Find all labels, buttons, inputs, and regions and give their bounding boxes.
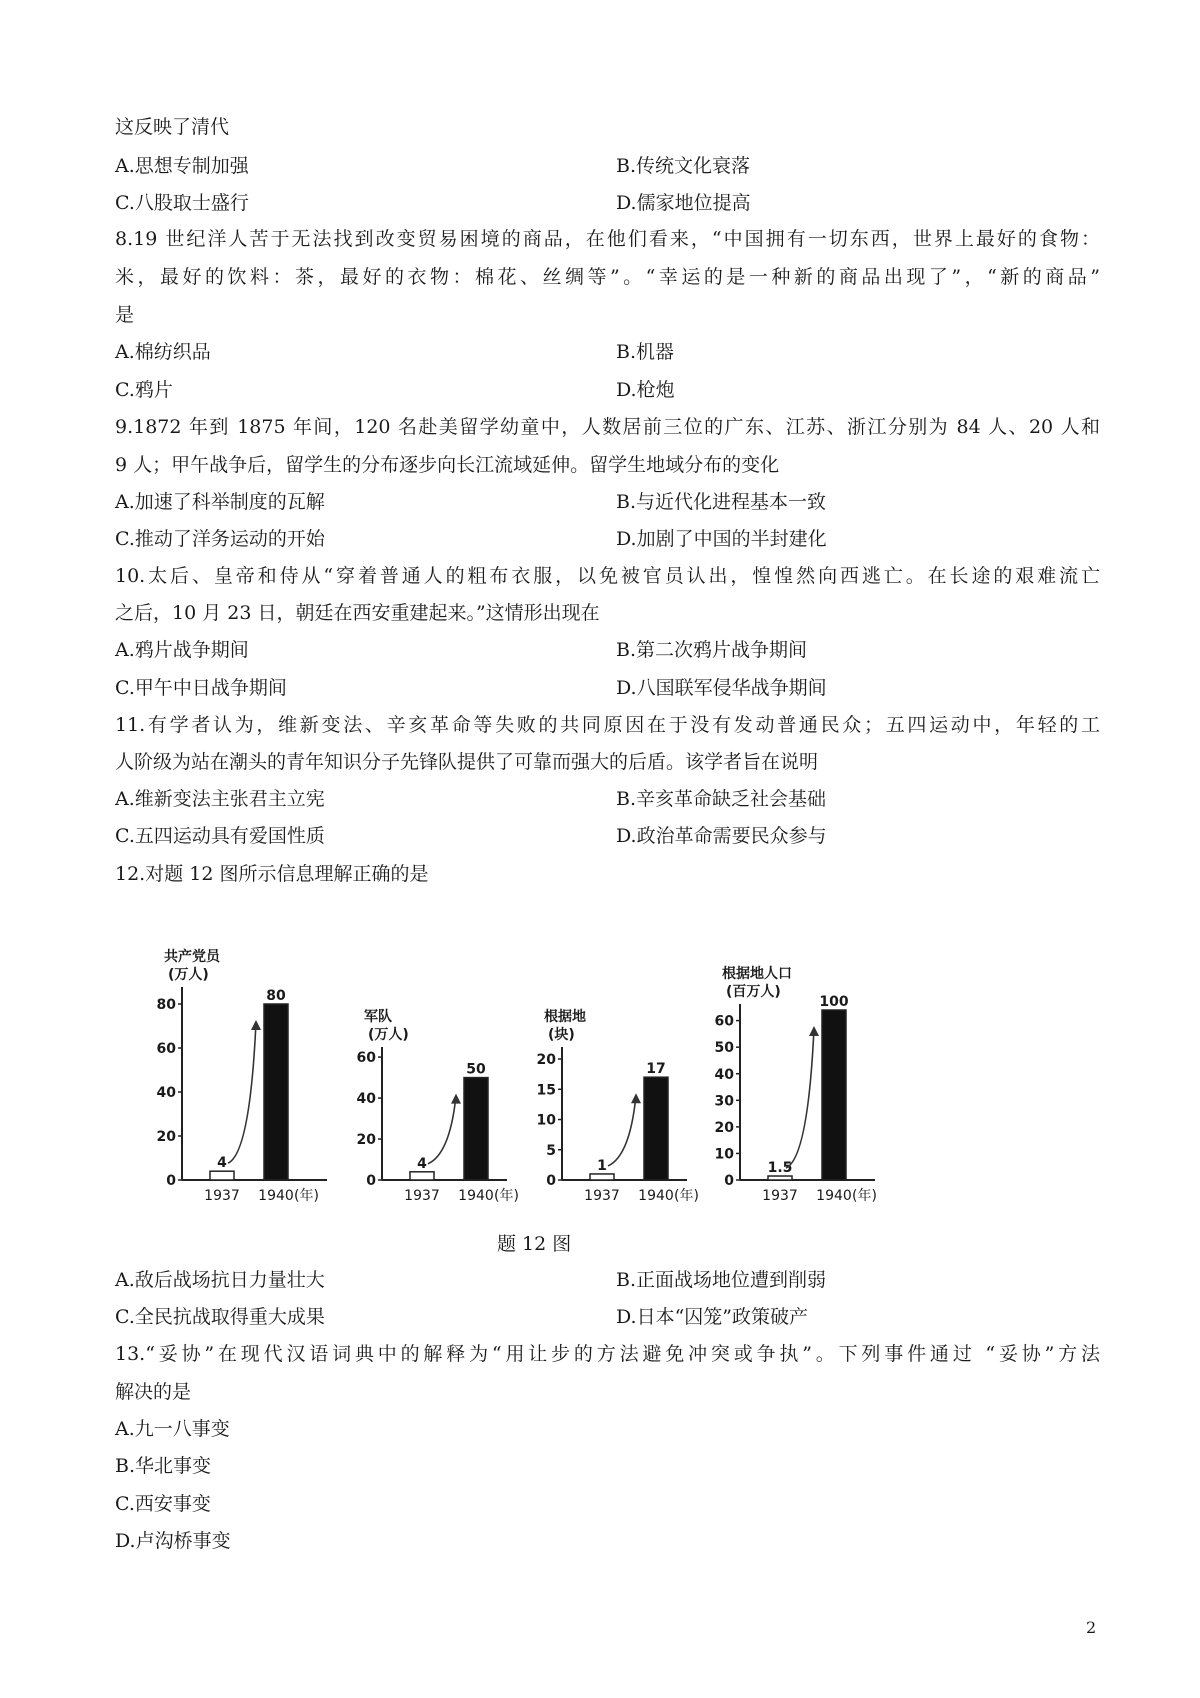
q11-option-b: B.辛亥革命缺乏社会基础 [616, 788, 827, 810]
chart-bar-1937 [210, 1171, 234, 1180]
q8-option-c: C.鸦片 [115, 379, 173, 401]
growth-arrow-icon [228, 1022, 256, 1163]
q9-stem-line2: 9 人；甲午战争后，留学生的分布逐步向长江流域延伸。留学生地域分布的变化 [115, 454, 780, 476]
q13-option-a: A.九一八事变 [115, 1418, 230, 1440]
q8-option-a: A.棉纺织品 [115, 341, 211, 363]
chart-x-tick-label: 1940 [258, 1188, 294, 1204]
q9-option-d: D.加剧了中国的半封建化 [616, 528, 827, 550]
chart-y-tick-label: 80 [156, 997, 176, 1013]
growth-arrow-icon [428, 1096, 456, 1164]
q13-option-c: C.西安事变 [115, 1493, 211, 1515]
bar-chart-1 [157, 948, 327, 1204]
chart-y-tick-label: 15 [536, 1082, 556, 1099]
q8-option-b: B.机器 [616, 341, 675, 363]
chart-x-unit: (年) [674, 1188, 699, 1204]
chart-x-tick-label: 1937 [204, 1188, 240, 1204]
chart-value-label: 50 [466, 1061, 486, 1078]
chart-y-tick-label: 40 [356, 1091, 376, 1108]
chart-value-label: 1 [597, 1157, 607, 1174]
chart-value-label: 4 [217, 1155, 227, 1172]
chart-y-tick-label: 0 [366, 1173, 376, 1189]
q9-stem-line1: 9.1872 年到 1875 年间，120 名赴美留学幼童中，人数居前三位的广东、江苏、浙江分别为 84 人、20 人和 [115, 416, 1100, 438]
bar-chart-4 [715, 965, 877, 1204]
q9-option-a: A.加速了科举制度的瓦解 [115, 491, 325, 513]
chart-x-unit: (年) [852, 1188, 877, 1204]
chart-y-tick-label: 60 [156, 1041, 176, 1057]
chart-bar-1937 [410, 1172, 434, 1180]
q10-option-d: D.八国联军侵华战争期间 [616, 677, 827, 699]
chart-y-tick-label: 20 [714, 1119, 734, 1136]
q7-option-b: B.传统文化衰落 [616, 155, 751, 177]
chart-y-tick-label: 40 [714, 1066, 734, 1083]
chart-y-tick-label: 60 [356, 1050, 376, 1067]
bar-chart-2 [357, 1009, 519, 1204]
q10-option-b: B.第二次鸦片战争期间 [616, 639, 808, 661]
chart-y-tick-label: 60 [714, 1013, 734, 1030]
chart-y-tick-label: 30 [714, 1093, 734, 1110]
chart-ylabel-line1: 军队 [364, 1009, 392, 1025]
chart-value-label: 17 [646, 1061, 666, 1078]
q11-stem-line2: 人阶级为站在潮头的青年知识分子先锋队提供了可靠而强大的后盾。该学者旨在说明 [115, 751, 819, 773]
arrowhead-icon [451, 1094, 461, 1104]
chart-y-tick-label: 20 [356, 1132, 376, 1149]
q12-option-c: C.全民抗战取得重大成果 [115, 1306, 325, 1328]
q8-stem-line2: 米，最好的饮料：茶，最好的衣物：棉花、丝绸等”。“幸运的是一种新的商品出现了”，“新的商品” [115, 266, 1100, 288]
q12-option-a: A.敌后战场抗日力量壮大 [115, 1269, 325, 1291]
q10-stem-line2: 之后，10 月 23 日，朝廷在西安重建起来。”这情形出现在 [115, 602, 600, 624]
q9-option-c: C.推动了洋务运动的开始 [115, 528, 325, 550]
q11-option-d: D.政治革命需要民众参与 [616, 825, 827, 847]
q7-option-d: D.儒家地位提高 [616, 192, 751, 214]
q13-option-b: B.华北事变 [115, 1455, 212, 1477]
chart-x-unit: (年) [294, 1188, 319, 1204]
chart-ylabel-line2: (万人) [368, 1027, 409, 1043]
chart-value-label: 4 [417, 1155, 427, 1172]
chart-y-tick-label: 0 [724, 1173, 734, 1189]
chart-ylabel-line1: 根据地 [544, 1009, 586, 1025]
growth-arrow-icon [786, 1028, 814, 1168]
chart-value-label: 1.5 [767, 1160, 793, 1177]
q12-option-b: B.正面战场地位遭到削弱 [616, 1269, 827, 1291]
q12-stem: 12.对题 12 图所示信息理解正确的是 [115, 863, 429, 885]
q9-option-b: B.与近代化进程基本一致 [616, 491, 827, 513]
arrowhead-icon [809, 1026, 819, 1036]
chart-bar-1940 [644, 1077, 668, 1180]
chart-ylabel-line1: 共产党员 [164, 949, 220, 965]
chart-bar-1940 [822, 1010, 846, 1180]
chart-y-tick-label: 50 [714, 1040, 734, 1057]
arrowhead-icon [251, 1020, 261, 1030]
q11-stem-line1: 11.有学者认为，维新变法、辛亥革命等失败的共同原因在于没有发动普通民众；五四运动中，年轻的工 [115, 714, 1100, 736]
arrowhead-icon [631, 1093, 641, 1103]
chart-y-tick-label: 20 [536, 1052, 556, 1069]
chart-ylabel-line2: (万人) [168, 967, 209, 983]
q8-stem-line1: 8.19 世纪洋人苦于无法找到改变贸易困境的商品，在他们看来，“中国拥有一切东西，世界上最好的食物： [115, 228, 1100, 250]
bar-chart-3 [537, 1008, 699, 1204]
chart-y-tick-label: 10 [714, 1146, 734, 1163]
chart-y-tick-label: 20 [156, 1129, 176, 1145]
chart-y-tick-label: 10 [536, 1112, 556, 1129]
q8-stem-line3: 是 [115, 304, 135, 326]
q7-tail: 这反映了清代 [115, 116, 230, 138]
q10-option-a: A.鸦片战争期间 [115, 639, 249, 661]
q12-option-d: D.日本“囚笼”政策破产 [616, 1306, 809, 1328]
chart-x-unit: (年) [494, 1188, 519, 1204]
q7-option-a: A.思想专制加强 [115, 155, 249, 177]
chart-ylabel-line2: (块) [548, 1027, 575, 1043]
chart-x-tick-label: 1940 [816, 1188, 852, 1204]
chart-x-tick-label: 1937 [584, 1188, 620, 1204]
q12-figure-caption: 题 12 图 [497, 1233, 572, 1255]
q12-figure [156, 949, 940, 1220]
chart-bar-1937 [768, 1176, 792, 1180]
chart-value-label: 100 [819, 994, 849, 1010]
growth-arrow-icon [608, 1095, 636, 1166]
chart-x-tick-label: 1940 [458, 1188, 494, 1204]
chart-y-tick-label: 0 [166, 1173, 176, 1189]
chart-y-tick-label: 40 [156, 1085, 176, 1101]
q10-option-c: C.甲午中日战争期间 [115, 677, 287, 699]
chart-x-tick-label: 1940 [638, 1188, 674, 1204]
q13-option-d: D.卢沟桥事变 [115, 1530, 231, 1552]
q10-stem-line1: 10.太后、皇帝和侍从“穿着普通人的粗布衣服，以免被官员认出，惶惶然向西逃亡。在长途的艰难流亡 [115, 565, 1100, 587]
chart-bar-1940 [464, 1078, 488, 1180]
chart-ylabel-line1: 根据地人口 [722, 966, 792, 982]
chart-x-tick-label: 1937 [762, 1188, 798, 1204]
q7-option-c: C.八股取士盛行 [115, 192, 249, 214]
chart-y-tick-label: 5 [546, 1142, 556, 1159]
q11-option-a: A.维新变法主张君主立宪 [115, 788, 325, 810]
chart-bar-1937 [590, 1174, 614, 1180]
chart-bar-1940 [264, 1004, 288, 1180]
page-number: 2 [1086, 1618, 1097, 1637]
chart-ylabel-line2: (百万人) [726, 984, 781, 1000]
chart-value-label: 80 [266, 988, 286, 1004]
q13-stem-line1: 13.“妥协”在现代汉语词典中的解释为“用让步的方法避免冲突或争执”。下列事件通过 “妥协”方法 [115, 1343, 1100, 1365]
q11-option-c: C.五四运动具有爱国性质 [115, 825, 325, 847]
q13-stem-line2: 解决的是 [115, 1381, 192, 1403]
chart-y-tick-label: 0 [546, 1173, 556, 1189]
q8-option-d: D.枪炮 [616, 379, 675, 401]
chart-x-tick-label: 1937 [404, 1188, 440, 1204]
